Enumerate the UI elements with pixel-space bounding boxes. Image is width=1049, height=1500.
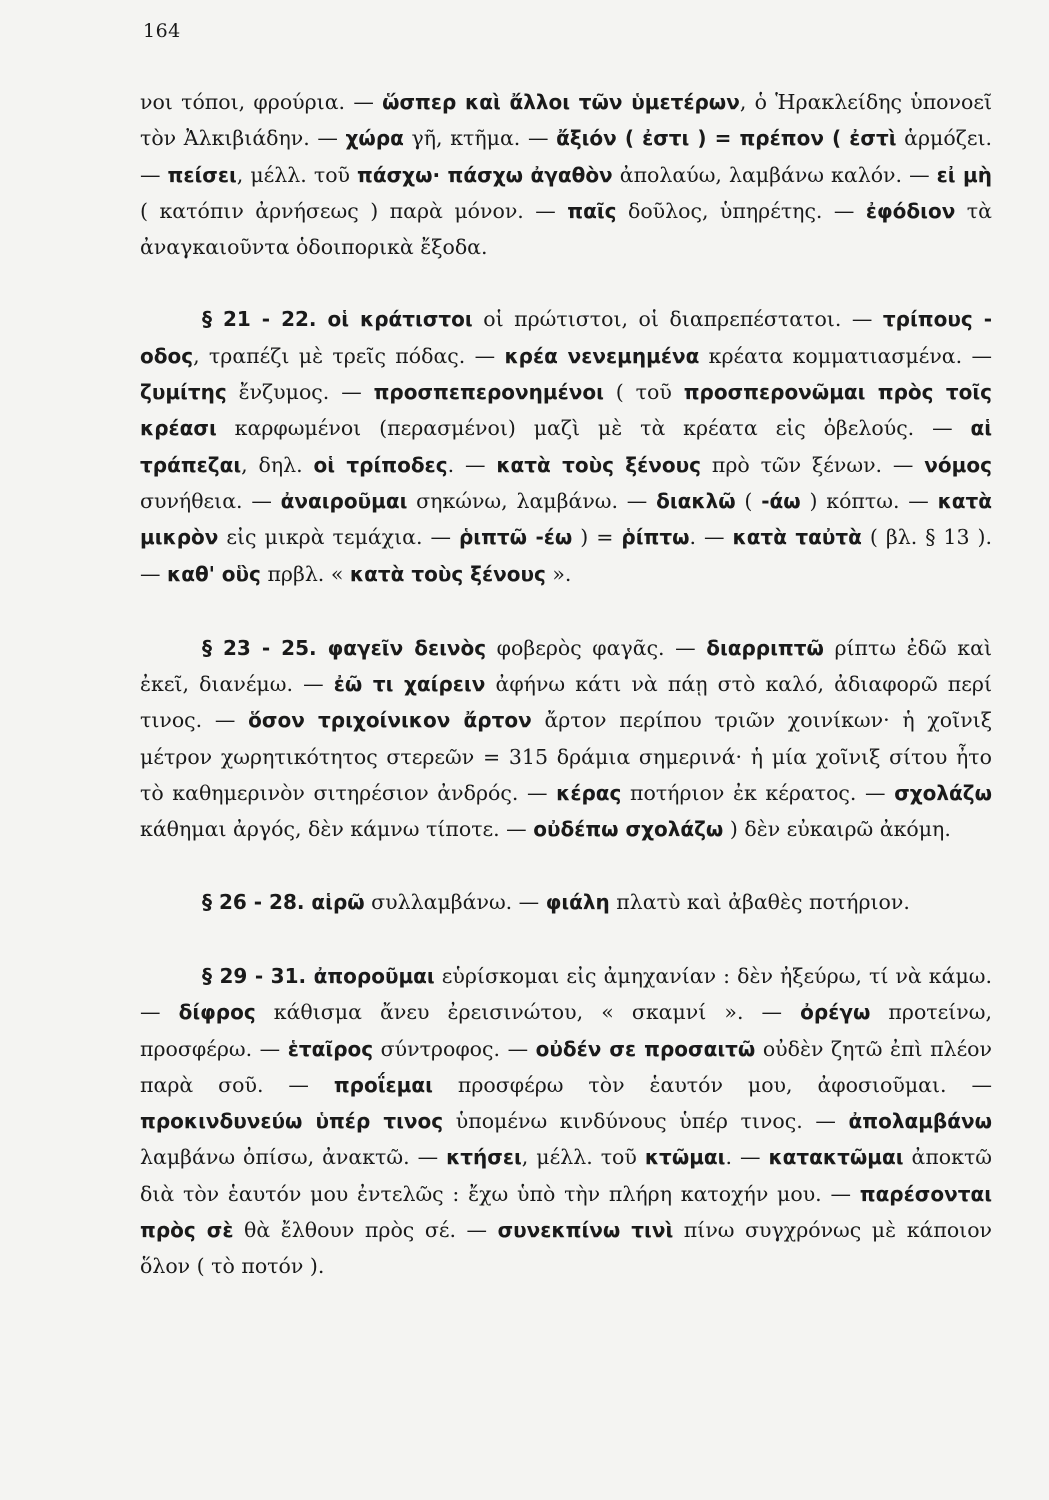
paragraph-1	[140, 84, 992, 265]
paragraph-2	[140, 301, 992, 591]
gloss-text: θὰ ἔλθουν πρὸς σέ. —	[233, 1218, 498, 1243]
paragraph-5	[140, 958, 992, 1285]
gloss-text: νοι τόποι, φρούρια. —	[140, 90, 383, 114]
gloss-text: ) =	[572, 525, 622, 550]
gloss-text: ποτήριον ἐκ κέρατος. —	[621, 781, 895, 806]
lemma-term: καθ' οὓς	[167, 561, 261, 586]
gloss-text: πλατὺ καὶ ἀβαθὲς ποτήριον.	[609, 889, 910, 914]
lemma-term: κτήσει	[446, 1145, 522, 1170]
gloss-text: , μέλλ. τοῦ	[236, 162, 358, 187]
lemma-term: § 26 - 28. αἱρῶ	[202, 889, 365, 914]
page-number: 164	[143, 20, 181, 42]
gloss-text: (	[735, 488, 762, 513]
gloss-text: εὑρίσκομαι εἰς ἀμηχανίαν : δὲν ἠξεύρω, τί νὰ κάμω. —	[140, 963, 992, 1025]
lemma-term: πείσει	[167, 162, 237, 187]
gloss-text: φοβερὸς φαγᾶς. —	[486, 635, 707, 660]
lemma-term: § 29 - 31. ἀποροῦμαι	[202, 963, 435, 988]
lemma-term: ἐῶ τι χαίρειν	[333, 672, 486, 697]
lemma-term: αἱ τράπεζαι	[140, 416, 992, 477]
lemma-term: τρίπους - οδος	[140, 307, 992, 368]
lemma-term: ἐφόδιον	[865, 198, 956, 223]
lemma-term: ὀρέγω	[800, 1000, 871, 1025]
lemma-term: ῥιπτῶ -έω	[458, 525, 573, 550]
gloss-text: ὑπομένω κινδύνους ὑπέρ τινος. —	[443, 1109, 849, 1134]
gloss-text: ( βλ. § 13 ). —	[140, 525, 992, 586]
lemma-term: κατὰ τοὺς ξένους	[496, 452, 701, 477]
gloss-text: πρβλ. «	[260, 561, 350, 586]
lemma-term: ζυμίτης	[140, 380, 227, 405]
gloss-text: , δηλ.	[241, 452, 314, 477]
lemma-term: κατὰ ταὐτὰ	[732, 525, 862, 550]
lemma-term: χώρα	[345, 126, 404, 151]
lemma-term: ὅσον τριχοίνικον ἄρτον	[248, 708, 532, 733]
gloss-text: οἱ πρώτιστοι, οἱ διαπρεπέστατοι. —	[472, 307, 883, 332]
gloss-text: . —	[725, 1145, 769, 1170]
gloss-text: συλλαμβάνω. —	[364, 889, 546, 914]
gloss-text: , τραπέζι μὲ τρεῖς πόδας. —	[193, 343, 505, 368]
gloss-text: ἀποκτῶ διὰ τὸν ἑαυτόν μου ἐντελῶς : ἔχω ὑπὸ τὴν πλήρη κατοχήν μου. —	[140, 1145, 993, 1206]
gloss-text: κάθισμα ἄνευ ἐρεισινώτου, « σκαμνί ». —	[255, 1000, 801, 1025]
lemma-term: συνεκπίνω τινὶ	[497, 1218, 674, 1243]
gloss-text: πίνω συγχρόνως μὲ κάποιον ὅλον ( τὸ ποτόν ).	[140, 1218, 993, 1279]
gloss-text: τὰ ἀναγκαιοῦντα ὁδοιπορικὰ ἔξοδα.	[140, 198, 992, 260]
lemma-term: οἱ τρίποδες	[313, 452, 448, 477]
lemma-term: ἄξιόν ( ἐστι ) = πρέπον ( ἐστὶ	[556, 126, 897, 151]
lemma-term: προσπερονῶμαι πρὸς τοῖς κρέασι	[140, 380, 993, 441]
gloss-text: σηκώνω, λαμβάνω. —	[407, 488, 657, 513]
lemma-term: διακλῶ	[656, 488, 736, 513]
gloss-text: γῆ, κτῆμα. —	[403, 126, 557, 151]
lemma-term: διαρριπτῶ	[706, 635, 824, 660]
gloss-text: δοῦλος, ὑπηρέτης. —	[616, 198, 866, 223]
lemma-term: οὐδέπω σχολάζω	[533, 817, 724, 842]
paragraph-3	[140, 630, 992, 848]
gloss-text: ( κατόπιν ἀρνήσεως ) παρὰ μόνον. —	[140, 198, 568, 223]
gloss-text: κρέατα κομματιασμένα. —	[699, 343, 993, 368]
lemma-term: δίφρος	[178, 1000, 256, 1025]
lemma-term: κτῶμαι	[644, 1145, 726, 1170]
lemma-term: νόμος	[924, 452, 992, 477]
lemma-term: ἑταῖρος	[287, 1036, 374, 1061]
lemma-term: εἰ μὴ	[936, 162, 992, 187]
gloss-text: προσφέρω τὸν ἑαυτόν μου, ἀφοσιοῦμαι. —	[432, 1072, 993, 1097]
gloss-text: ἔνζυμος. —	[226, 380, 374, 405]
page-body	[140, 84, 992, 1285]
lemma-term: κατὰ τοὺς ξένους	[349, 561, 546, 586]
gloss-text: ) κόπτω. —	[800, 488, 938, 513]
gloss-text: οὐδὲν ζητῶ ἐπὶ πλέον παρὰ σοῦ. —	[140, 1036, 992, 1097]
gloss-text: ἀφήνω κάτι νὰ πάῃ στὸ καλό, ἀδιαφορῶ περί τινος. —	[140, 672, 992, 733]
gloss-text: , ὁ Ἡρακλείδης ὑπονοεῖ τὸν Ἀλκιβιάδην. —	[140, 90, 992, 151]
gloss-text: . —	[689, 525, 733, 550]
lemma-term: σχολάζω	[894, 781, 992, 806]
lemma-term: ἀναιροῦμαι	[280, 488, 408, 513]
gloss-text: ) δὲν εὐκαιρῶ ἀκόμη.	[723, 817, 951, 842]
lemma-term: κατακτῶμαι	[768, 1145, 904, 1170]
gloss-text: ».	[545, 561, 572, 586]
gloss-text: ρίπτω ἐδῶ καὶ ἐκεῖ, διανέμω. —	[140, 635, 992, 697]
gloss-text: εἰς μικρὰ τεμάχια. —	[218, 525, 459, 550]
gloss-text: συνήθεια. —	[140, 488, 281, 513]
lemma-term: κρέα νενεμημένα	[504, 343, 700, 368]
lemma-term: οὐδέν σε προσαιτῶ	[535, 1036, 756, 1061]
lemma-term: παῖς	[567, 198, 617, 223]
lemma-term: κέρας	[556, 781, 622, 806]
lemma-term: § 21 - 22. οἱ κράτιστοι	[202, 307, 473, 332]
gloss-text: ( τοῦ	[603, 380, 684, 405]
lemma-term: προκινδυνεύω ὑπέρ τινος	[140, 1109, 444, 1134]
gloss-text: . —	[447, 452, 497, 477]
lemma-term: πάσχω· πάσχω ἀγαθὸν	[357, 162, 613, 187]
lemma-term: ἀπολαμβάνω	[848, 1109, 992, 1134]
lemma-term: κατὰ μικρὸν	[140, 488, 993, 550]
paragraph-4	[140, 884, 992, 920]
gloss-text: πρὸ τῶν ξένων. —	[700, 452, 925, 477]
gloss-text: ἄρτον περίπου τριῶν χοινίκων· ἡ χοῖνιξ μέτρον χωρητικότητος στερεῶν = 315 δράμια σημερινά· ἡ μία χοῖνιξ σίτου ἦτο τὸ καθημερινὸν σιτηρέσιον ἀνδρός. —	[140, 708, 992, 806]
lemma-term: ὥσπερ καὶ ἄλλοι τῶν ὑμετέρων	[382, 90, 740, 114]
gloss-text: λαμβάνω ὀπίσω, ἀνακτῶ. —	[140, 1145, 447, 1170]
gloss-text: , μέλλ. τοῦ	[521, 1145, 645, 1170]
gloss-text: κάθημαι ἀργός, δὲν κάμνω τίποτε. —	[140, 817, 534, 842]
lemma-term: παρέσονται πρὸς σὲ	[140, 1181, 992, 1243]
lemma-term: ῥίπτω	[621, 525, 690, 550]
lemma-term: § 23 - 25. φαγεῖν δεινὸς	[202, 635, 487, 660]
lemma-term: -άω	[761, 488, 801, 513]
gloss-text: προτείνω, προσφέρω. —	[140, 1000, 992, 1061]
gloss-text: ἀπολαύω, λαμβάνω καλόν. —	[612, 162, 937, 187]
lemma-term: προΐεμαι	[333, 1072, 433, 1097]
lemma-term: φιάλη	[545, 889, 610, 914]
gloss-text: ἁρμόζει. —	[140, 126, 992, 187]
lemma-term: προσπεπερονημένοι	[373, 380, 604, 405]
gloss-text: καρφωμένοι (περασμένοι) μαζὶ μὲ τὰ κρέατα εἰς ὀβελούς. —	[216, 416, 971, 441]
gloss-text: σύντροφος. —	[373, 1036, 536, 1061]
